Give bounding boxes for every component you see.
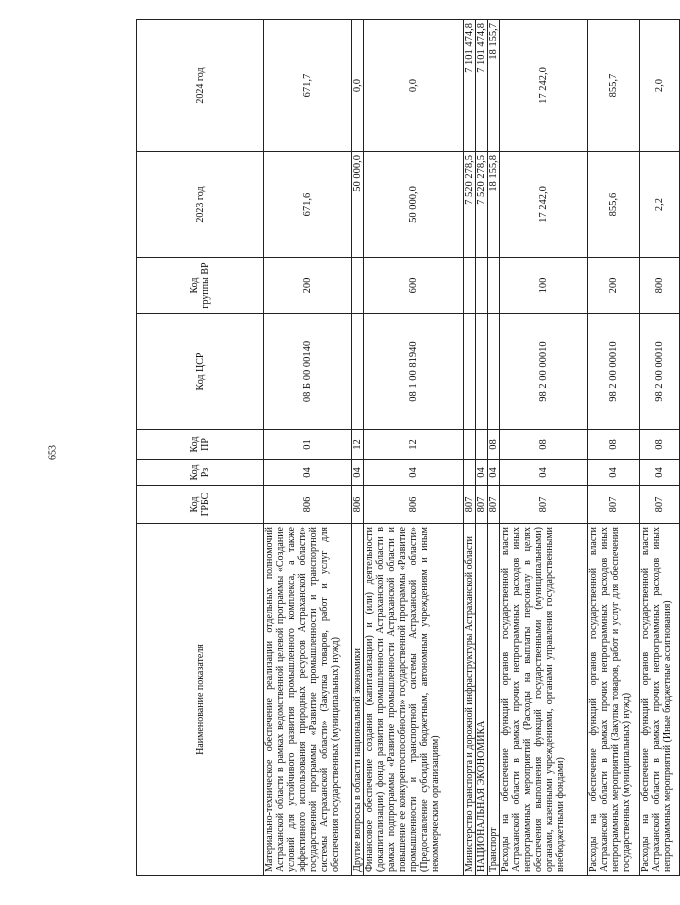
header-rz: Код Рз <box>137 460 264 486</box>
row-2023: 50 000,0 <box>352 152 364 258</box>
budget-table <box>136 19 680 876</box>
row-name: Финансовое обеспечение создания (капитализации) и (или) деятельности (докапитализации) фонда развития промышленности Астраханской области в рамках подпрограммы «Развитие промышленности Астраханской области и повышение ее конкурентоспособности» государственной программы «Развитие промышленности и транспортной системы Астраханской области» (Предоставление субсидий бюджетным, автономным учреждениям и иным некоммерческим организациям) <box>364 524 464 876</box>
row-name: Транспорт <box>488 524 500 876</box>
row-2024: 18 155,7 <box>488 20 500 152</box>
header-2024: 2024 год <box>137 20 264 152</box>
row-rz <box>464 460 476 486</box>
row-vr: 100 <box>500 258 588 314</box>
row-grbs: 807 <box>588 486 640 524</box>
row-vr <box>464 258 476 314</box>
row-vr: 800 <box>640 258 680 314</box>
row-vr <box>476 258 488 314</box>
table-row <box>464 20 476 876</box>
row-rz: 04 <box>364 460 464 486</box>
row-2024: 671,7 <box>264 20 352 152</box>
row-2023: 855,6 <box>588 152 640 258</box>
row-2023: 671,6 <box>264 152 352 258</box>
row-grbs: 806 <box>352 486 364 524</box>
row-csr <box>464 314 476 430</box>
header-name: Наименование показателя <box>137 524 264 876</box>
row-name: Министерство транспорта и дорожной инфраструктуры Астраханской области <box>464 524 476 876</box>
row-2023: 2,2 <box>640 152 680 258</box>
header-pr: Код ПР <box>137 430 264 460</box>
row-csr: 08 1 00 81940 <box>364 314 464 430</box>
row-rz: 04 <box>500 460 588 486</box>
row-name: НАЦИОНАЛЬНАЯ ЭКОНОМИКА <box>476 524 488 876</box>
table-row <box>588 20 640 876</box>
row-pr: 08 <box>640 430 680 460</box>
row-2024: 7 101 474,8 <box>476 20 488 152</box>
row-pr: 08 <box>500 430 588 460</box>
row-vr: 200 <box>588 258 640 314</box>
row-2024: 0,0 <box>352 20 364 152</box>
row-pr <box>464 430 476 460</box>
row-csr: 98 2 00 00010 <box>640 314 680 430</box>
row-vr: 200 <box>264 258 352 314</box>
row-vr <box>488 258 500 314</box>
row-2023: 50 000,0 <box>364 152 464 258</box>
row-pr: 12 <box>352 430 364 460</box>
budget-table-rotated <box>136 20 673 876</box>
row-rz: 04 <box>352 460 364 486</box>
row-csr: 98 2 00 00010 <box>500 314 588 430</box>
row-pr: 08 <box>588 430 640 460</box>
row-name: Материально-техническое обеспечение реализации отдельных полномочий Астраханской области в рамках ведомственной целевой программы «Создание условий для устойчивого развития промышленного комплекса, а также эффективного использования природных ресурсов Астраханской области» государственной программы «Развитие промышленности и транспортной системы Астраханской области» (Закупка товаров, работ и услуг для обеспечения государственных (муниципальных) нужд) <box>264 524 352 876</box>
row-name: Расходы на обеспечение функций органов государственной власти Астраханской области в рамках прочих непрограммных расходов иных непрограммных мероприятий (Расходы на выплаты персоналу в целях обеспечения выполнения функций государственными (муниципальными) органами, казенными учреждениями, органами управления государственными внебюджетными фондами) <box>500 524 588 876</box>
page-number: 653 <box>47 445 59 460</box>
row-rz: 04 <box>588 460 640 486</box>
row-grbs: 806 <box>364 486 464 524</box>
row-csr <box>476 314 488 430</box>
row-name: Расходы на обеспечение функций органов государственной власти Астраханской области в рамках прочих непрограммных расходов иных непрограммных мероприятий (Закупка товаров, работ и услуг для обеспечения государственных (муниципальных) нужд) <box>588 524 640 876</box>
row-2023: 7 520 278,5 <box>476 152 488 258</box>
table-row <box>352 20 364 876</box>
row-2024: 855,7 <box>588 20 640 152</box>
row-grbs: 806 <box>264 486 352 524</box>
table-row <box>476 20 488 876</box>
row-rz: 04 <box>488 460 500 486</box>
row-grbs: 807 <box>476 486 488 524</box>
row-csr <box>488 314 500 430</box>
row-rz: 04 <box>476 460 488 486</box>
row-2023: 18 155,8 <box>488 152 500 258</box>
table-row <box>264 20 352 876</box>
row-2024: 7 101 474,8 <box>464 20 476 152</box>
row-pr: 08 <box>488 430 500 460</box>
header-2023: 2023 год <box>137 152 264 258</box>
row-2024: 2,0 <box>640 20 680 152</box>
row-2024: 17 242,0 <box>500 20 588 152</box>
row-2023: 7 520 278,5 <box>464 152 476 258</box>
row-grbs: 807 <box>488 486 500 524</box>
row-vr <box>352 258 364 314</box>
table-row <box>640 20 680 876</box>
row-rz: 04 <box>640 460 680 486</box>
row-vr: 600 <box>364 258 464 314</box>
row-csr: 98 2 00 00010 <box>588 314 640 430</box>
table-row <box>364 20 464 876</box>
table-header-row <box>137 20 264 876</box>
table-row <box>488 20 500 876</box>
row-pr <box>476 430 488 460</box>
header-csr: Код ЦСР <box>137 314 264 430</box>
row-name: Другие вопросы в области национальной экономики <box>352 524 364 876</box>
row-2024: 0,0 <box>364 20 464 152</box>
row-name: Расходы на обеспечение функций органов государственной власти Астраханской области в рамках прочих непрограммных расходов иных непрограммных мероприятий (Иные бюджетные ассигнования) <box>640 524 680 876</box>
row-csr <box>352 314 364 430</box>
row-grbs: 807 <box>640 486 680 524</box>
row-pr: 01 <box>264 430 352 460</box>
row-grbs: 807 <box>464 486 476 524</box>
row-csr: 08 Б 00 00140 <box>264 314 352 430</box>
header-vr: Код группы ВР <box>137 258 264 314</box>
row-pr: 12 <box>364 430 464 460</box>
row-rz: 04 <box>264 460 352 486</box>
row-grbs: 807 <box>500 486 588 524</box>
row-2023: 17 242,0 <box>500 152 588 258</box>
table-row <box>500 20 588 876</box>
header-grbs: Код ГРБС <box>137 486 264 524</box>
